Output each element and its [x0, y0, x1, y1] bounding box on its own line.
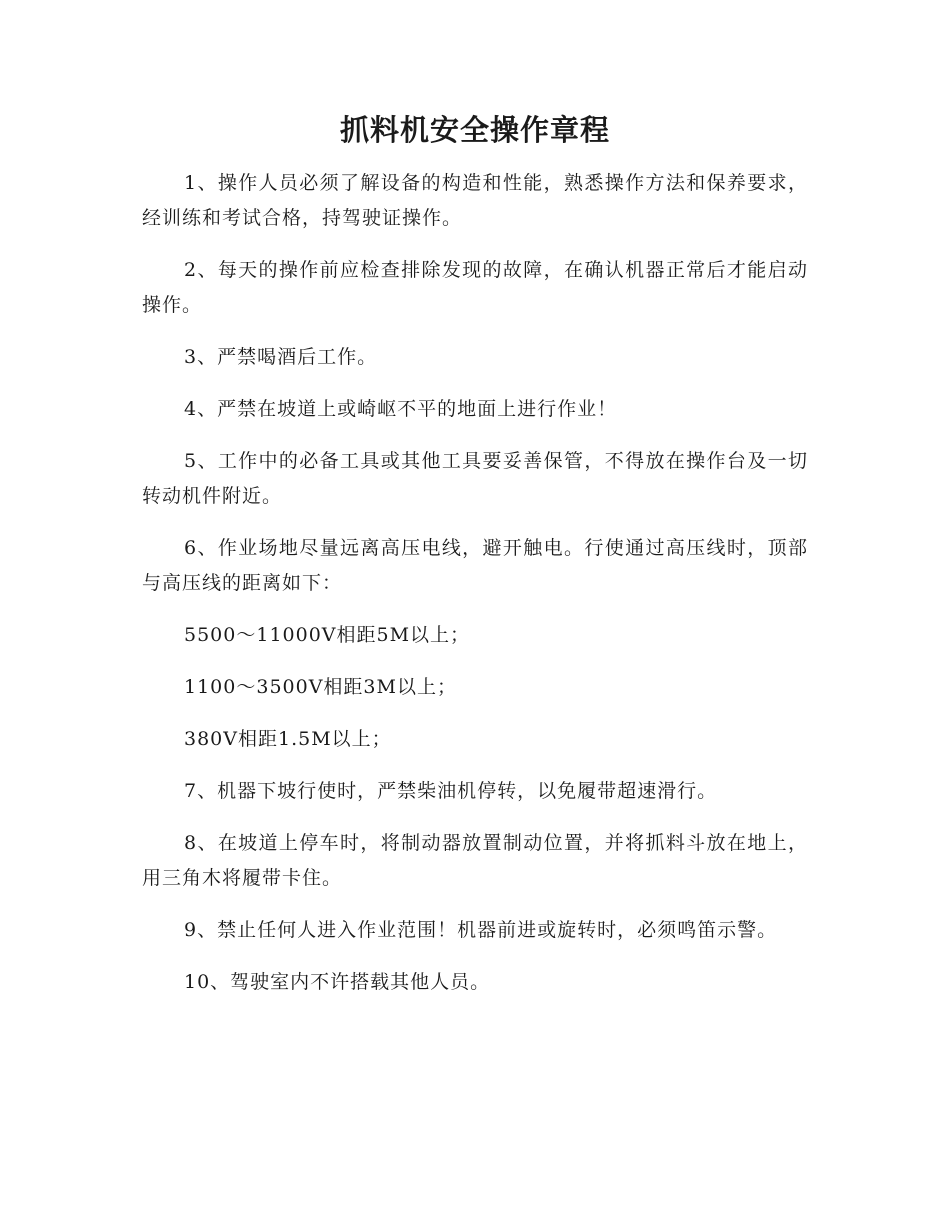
voltage-rule-3: 380V相距1.5M以上；	[184, 728, 392, 750]
voltage-rule-1: 5500～11000V相距5M以上；	[184, 624, 471, 646]
document-body	[142, 166, 808, 1017]
paragraph-7: 7、机器下坡行使时，严禁柴油机停转，以免履带超速滑行。	[184, 780, 718, 802]
paragraph-3: 3、严禁喝酒后工作。	[184, 346, 378, 368]
paragraph-6: 6、作业场地尽量远离高压电线，避开触电。行使通过高压线时，顶部与高压线的距离如下：	[142, 537, 808, 594]
paragraph-1: 1、操作人员必须了解设备的构造和性能，熟悉操作方法和保养要求，经训练和考试合格，持驾驶证操作。	[142, 172, 808, 229]
paragraph-10: 10、驾驶室内不许搭载其他人员。	[184, 971, 491, 993]
document-title: 抓料机安全操作章程	[339, 113, 610, 147]
paragraph-8: 8、在坡道上停车时，将制动器放置制动位置，并将抓料斗放在地上，用三角木将履带卡住。	[142, 832, 808, 889]
voltage-rule-2: 1100～3500V相距3M以上；	[184, 676, 457, 698]
paragraph-2: 2、每天的操作前应检查排除发现的故障，在确认机器正常后才能启动操作。	[142, 259, 808, 316]
paragraph-4: 4、严禁在坡道上或崎岖不平的地面上进行作业！	[184, 398, 618, 420]
paragraph-5: 5、工作中的必备工具或其他工具要妥善保管，不得放在操作台及一切转动机件附近。	[142, 450, 808, 507]
paragraph-9: 9、禁止任何人进入作业范围！机器前进或旋转时，必须鸣笛示警。	[184, 919, 778, 941]
